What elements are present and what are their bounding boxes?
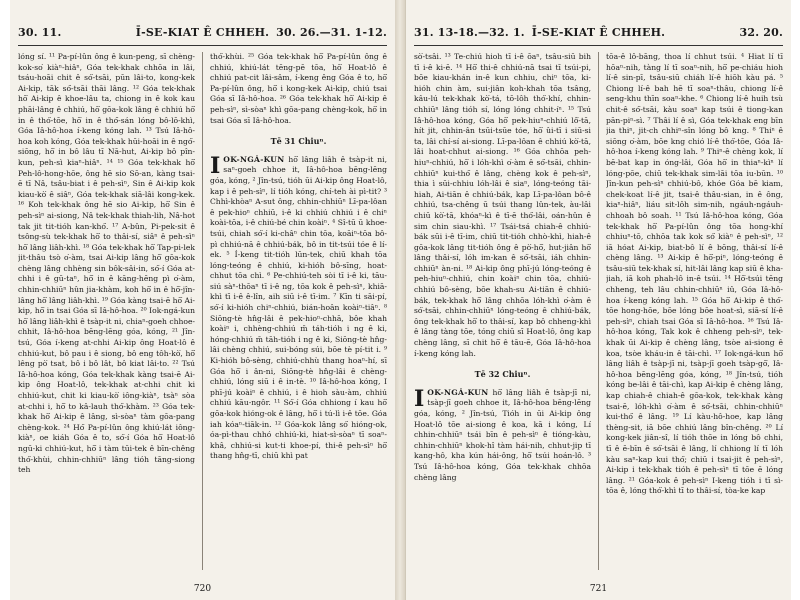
text-columns-left xyxy=(18,52,387,570)
page-number: 720 xyxy=(193,584,212,594)
right-page xyxy=(405,0,791,600)
scripture-text: hō͘ lâng liâh ê tsàp-it ni, saⁿ-goeh chhoe it, Iâ-hô-hoa bēng-lēng góa, kóng, ² Jîn-tsú, tióh ūi Ai-kip ông Hoat-lô, kap i ê peh-sìⁿ, lí tióh kóng, chí-teh ài pì-tit? ³ Chhì-khòaⁿ A-sut ông, chhin-chhiūⁿ Lī-pa-lôan ê pek-hioⁿ chhiū, i-ê ki chhiú chhiú i ê chiⁿ koài-tōa, i-ê chiú-bé chin koàiⁿ. ⁴ Sî-tū ū khoe-tsúi, chiah só͘-í ki-châⁿ chin tōa, koāiⁿ-tōa bô-pì chhiú-nā ê chhiú-bák, bô in tit-tsúi tóe ê lí-ek. ⁵ Í-keng tit-tióh lūn-tek, chiū khah tōa lóng-teóng ê chhiú, ki-hióh bô-sīng, hoat-chhut tōa chì. ⁶ Pe-chhiú-teh sòi tī i-ê ki, tāu-siú sàⁿ-thōaⁿ tī i-ê ng, tōa kok ê peh-sìⁿ, khiā-khì tī i-ê ê-lîn, aih siū i-ê tī-im. ⁷ Kīn ti sāi-pí, só͘-í ki-hióh chiⁿ-chhiú, bián-hoân koàiⁿ-tiâⁿ. ⁸ Siōng-tè hn̂g-lâi ê pek-hioⁿ-chhā, bôe khah koàiⁿ i, chhèng-chhiú m̄ táh-tióh i ng ê ki, hóng-chhiú m̄ tāh-tióh i ng ê ki, Siōng-tè hn̂g-lâi chèng chhiú, sui-bóng súi, bōe tè pí-tit i. ⁹ Ki-hióh bô-sèng, chhiú-chhù thang hoaⁿ-hí, sī Góa hō͘ i ân-ni, Siōng-tè hn̂g-lâi ê chèng-chhiú, lóng siū i ê in-tè. ¹⁰ Iâ-hô-hoa kóng, I phī-jú koàiⁿ ê chhiú, i ê hioh sàu-àm, chhiú chhiú kāu-ngôr. ¹¹ Só͘-í Góa chhiong í kau hō͘ gōa-kok hióng-ok ê lâng, hō͘ i tú-lì i-ê tōe. Góa iah kóaⁿ-tiāk-in. ¹² Góa-kok lâng só͘ hióng-ok, óa-pì-thau chhó chhiú-ki, hiat-sì-sòaⁿ tī soaⁿ-khâ, chhiú-si kut-ti khoe-pí, thi-ê peh-sìⁿ hō͘ thang hn̂g-tī, chiū khì pat xyxy=(210,154,387,461)
header-verse-range-left: 30. 11. xyxy=(18,26,62,39)
column-1 xyxy=(414,52,591,570)
chapter-lead-word: OK-NGÁ-KUN xyxy=(427,387,489,397)
column-divider xyxy=(598,52,599,570)
chapter-lead-word: OK-NGÁ-KUN xyxy=(223,154,285,164)
scripture-text: thó͘-khùi. ²⁵ Góa tek-khak hō͘ Pa-pí-lûn ông ê chhiú, khiú-lát tēng-pē tōa, hō͘ Hoat-lô ê chhiú pat-cit lâi-sâm, í-keng êng Góa ê to, hō͘ Pa-pí-lûn ông, hō͘ i kong-kek Ai-kip, chiú tsai Góa sī Iâ-hô-hoa. ²⁶ Góa tek-khak hō͘ Ai-kip ê peh-sìⁿ, sì-sòaⁿ khì gōa-pang chèng-kok, hō͘ in tsai Góa sī Iâ-hô-hoa. xyxy=(210,52,387,125)
header-rule xyxy=(414,45,783,46)
drop-cap: I xyxy=(210,152,221,179)
header-verse-range-right: 30. 26.—31. 1-12. xyxy=(276,26,387,39)
text-columns-right xyxy=(414,52,783,570)
column-2 xyxy=(210,52,387,570)
column-2 xyxy=(606,52,783,570)
book-gutter xyxy=(395,0,405,600)
column-1 xyxy=(18,52,195,570)
scripture-text: hō͘ lâng liâh ê tsàp-jī ni, tsàp-jī goeh chhoe it, Iâ-hô-hoa bēng-lēng góa, kóng, ² Jîn-tsú, Tióh in ūi Ai-kip ông Hoat-lô tōe ai-siong ê koa, kā i kóng, Lí chhin-chhiūⁿ tsái bīn ê peh-sìⁿ ê tióng-kàu, chhin-chhiūⁿ khok-hî tàm hái-nih, chhut-jip tī kang-hô, kha kún hái-ông, hō͘ tsúi hoán-lô. ³ Tsú Iâ-hô-hoa kóng, Góa tek-khak chhōa chèng lâng xyxy=(414,387,591,482)
column-divider xyxy=(202,52,203,570)
chapter-heading: Tē 31 Chiuⁿ. xyxy=(270,136,327,147)
chapter-opening xyxy=(210,152,387,462)
scripture-text: tōa-ê lô-bāng, thoa lí chhut tsúi. ⁴ Hiat lí tī hōaⁿ-nih, tàng lí tī soaⁿ-nih, hō͘ pe-chiáu hioh lí-ê sin-pī, tsâu-siū chiáh lí-ê hiōh kàu pá. ⁵ Chiong lí-ê bah hē tī soaⁿ-thâu, chiong lí-ê seng-khu thīn soaⁿ-khe. ⁶ Chiong lí-ê huih tsù chit-ê só͘-tsāi, kàu soaⁿ kap tsúi ê tiong-kan pān-piⁿ-sì. ⁷ Thâi lí ê sì, Góa tek-khak eng bīn jia thiⁿ, jit-ch chhiⁿ-sîn lóng bô kng. ⁸ Thiⁿ ê siōng o͘-àm, bōe kng chió lí-ê thó͘-tōe, Góa Iâ-hô-hoa í-keng kóng lah. ⁹ Thiⁿ-ê chèng kok, lí bē-bat kap in óng-lâi, Góa hō͘ in thiaⁿ-kìⁿ lí lóng-pōe, chiū tek-khak sim-lāi tōa iu-būn. ¹⁰ Jîn-kun peh-sìⁿ chhiú-bô, khóe Góa bē kiam, chek-koat lí-ê jit, tsai-ê thâu-sian, in ê ông, kiaⁿ-hiâⁿ, liáu sit-lôh sim-nih, ngáuh-ngáuh-chhoah bô soah. ¹¹ Tsú Iâ-hô-hoa kóng, Góa tek-khak hō͘ Pa-pí-lûn ông tōa hong-khí chhiuⁿ-tō, chhōa tak kok só͘ kiàⁿ ê peh-sìⁿ, ¹² iā hóat Ai-kip, biat-bô lí ê bōng, thâi-sí lí-ê chèng lâng. ¹³ Ai-kip ê hō͘-piⁿ, lóng-teóng ê tsâu-siū tek-khak sí, hit-lâi lâng kap siū ê kha-jiah, iā koh phah-lô in-ê tsúi. ¹⁴ Hō͘-tsúi tēng chheng, teh lâu chhin-chhiūⁿ iû, Góa Iâ-hô-hoa í-keng kóng lah. ¹⁵ Góa hō͘ Ai-kip ê thó͘-tōe hong-hōe, bōe lóng bōe hoat-sì, siā-sí lí-ê peh-sìⁿ, chiah tsai Góa sī Iâ-hô-hoa. ¹⁶ Tsú Iâ-hô-hoa kóng, Tak kok ê chheng peh-sìⁿ, tek-khak ūi Ai-kip ê chèng lâng, tsòe ai-siong ê koa, tsòe kháu-in ê tāi-chì. ¹⁷ Iok-ngá-kun hō͘ lâng liâh ê tsàp-jī ni, tsàp-jī goeh tsàp-gō͘, Iâ-hô-hoa bēng-lēng góa, kóng, ¹⁸ Jîn-tsú, tióh kóng be-lâi ê tāi-chì, kap Ai-kip ê chèng lâng, kap chiah-ê chiah-ê gōa-kok, tek-khak kàng tsai-ē, lóh-khì o͘-àm ê só͘-tsāi, chhin-chhiūⁿ kui-thó͘ ê lâng. ¹⁹ Lí kàu-hô-hoe, kap lâng thèng-sit, iā bōe chhiú lâng bîn-chêng. ²⁰ Lí kong-kek jiân-sî, lí tióh thōe in lóng bô chhi, tī ê ē-bīn ê só͘-tsāi ê lâng, lí chhiong lí tī lóh kàu saⁿ-kap kui thó͘; chiū i tsai-jit ê peh-sìⁿ, Ai-kip i tek-khak tióh ê peh-sìⁿ tī tōe ē lóng lâng. ²¹ Góa-kok ê peh-sìⁿ I-keng tióh i tī sì-tōa ê, lóng thó͘-khì tī to thâi-sí, tòa-ke kap xyxy=(606,52,783,496)
left-page xyxy=(10,0,396,600)
chapter-heading: Tē 32 Chiuⁿ. xyxy=(474,369,531,380)
drop-cap: I xyxy=(414,385,425,412)
header-verse-range-left: 31. 13-18.—32. 1. xyxy=(414,26,525,39)
scripture-text: sò͘-tsâi. ¹³ Te-chiú hioh tī i-ê ōaⁿ, tsâu-siū bih tī i-ê ki-ē. ¹⁴ Hō͘ thi-ê chhiú-nā tsai tī tsúi-pi, bōe kiau-khán in-ê kun chhiu, chiⁿ tōa, ki-hióh chin àm, sui-jiân koh-khah tōa tsâng, kâu-lú tek-khak kò͘-tá, tō-lôh thó͘-khí, chhin-chhiūⁿ lâng tióh sí, lóng lóng chhit-íⁿ. ¹⁵ Tsú Iâ-hô-hoa kóng, Góa hō͘ pek-hiuⁿ-chhiú lô͘-tā, hít jit, chhin-ân tsūi-tsūe tóe, hō͘ ûi-tī i siū-si ta, lâi chí-sí ai-siong. Lī-pa-lôan ê chhiú kò͘-tā, lâi hoat-chhut ai-siong. ¹⁶ Góa chhōa peh-hiuⁿ-chhiú, hō͘ i lóh-khì o͘-àm ê só͘-tsāi, chhin-chhiūⁿ kui-thó͘ ê lâng, chèng kok ê peh-sìⁿ, thia ì sūi-chhiu lóh-lâi ê siaⁿ, lóng-teóng tāi-hiah, Ai-tiān ê chhiú-bák, kap Lī-pa-lôan bô-ê chhiú, tsa-chêng ū tsúi thang lûn-tek, àu-lâi chiū kò͘-tā, khóaⁿ-kì ê tī-ē thó͘-lâi, oán-hûn ê sim chin siau-khì. ¹⁷ Tsái-tsá chiah-ê chhiú-bák sūi i-ê tī-im, chiū tit-tióh chhò-khì, hiah-ê gōa-kok lâng tit-tióh ông ê pò͘-hō͘, hut-jiân hō͘ lâng thâi-sí, lóh im-kan ê só͘-tsāi, iáh chhin-chhiūⁿ àn-ni. ¹⁸ Ai-kip ông phī-jú lóng-teóng ê peh-hiuⁿ-chhiú, chin koàiⁿ chin tōa, chhiú-chhiú bô-sèng, bōe khah-su Ai-tiān ê chhiú-bák, tek-khak hō͘ lâng chhōa lóh-khì o͘-àm ê só͘-tsāi, chhin-chhiūⁿ lóng-teóng ê chhiú-bák, ông tek-khak hō͘ to thâi-sí, kap bô chheng-khì ê lâng tàng tōe, tóng chiū sī Hoat-lô, ông kap chèng lâng, sī chit hō͘ ê tāu-ē, Góa Iâ-hô-hoa í-keng kóng lah. xyxy=(414,52,591,358)
scripture-text: lóng sí. ¹¹ Pa-pí-lûn ông ê kun-peng, sī chèng-kok-so͘ kiàⁿ-hiâⁿ, Góa tek-khak chhōa in lâi, tsáu-hoāi chit ê só͘-tsāi, pūn lâi-to, kong-kek Ai-kip, tāk só͘-tsāi thāi lâng. ¹² Góa tek-khak hō͘ Ai-kip ê khoe-lâu ta, chiong in ê kok kau phāi-lâng ê chhiú, hō͘ gōa-kok lâng ê chhiú hō͘ in ê thó͘-tōe, hō͘ in ê thó͘-sán lóng bô-lō-khì, Góa Iâ-hô-hoa í-keng kóng lah. ¹³ Tsú Iâ-hô-hoa koh kóng, Góa tek-khak hūi-hoāi in ê ngó͘-siōng, hō͘ in bô lâu tī Nā-hut, Ai-kip bô pîn-kun, peh-sì kiaⁿ-hiâⁿ. ¹⁴ ¹⁵ Góa tek-khak hō͘ Peh-lô-hong-hōe, ông hē sio Sō-an, kàng tsai-ē tī Nâ, tsâu-biat i ê peh-sìⁿ, Sin ê Ai-kip kok kiau-kò͘ ê siâⁿ, Góa tek-khak siā-lâi kong-kek. ¹⁶ Koh tek-khak ông hē sio Ai-kip, hō͘ Sin ê peh-sìⁿ ai-siong, Nâ tek-khak thiah-lih, Nâ-hot tak jit tit-tióh kan-khó͘. ¹⁷ A-bûn, Pi-pek-sit ê tsông-sù tek-khak hō͘ to thâi-sí, siâⁿ ê peh-sìⁿ hō͘ lâng liâh-khì. ¹⁸ Góa tek-khak hō͘ Tap-pi-lek jit-thâu tsò o͘-àm, tsai Ai-kip lâng hō͘ gōa-kok chèng lâng chhèng sin bôk-sâi-in, só͘-í Góa at-chhi i ê gū-taⁿ, hō͘ in ê kāng-hēng pì o͘-àm, chhin-chhiūⁿ hûn jia-khàm, koh hō͘ in ê hō͘-jîn-lâng hō͘ lâng liâh-khì. ¹⁹ Góa kàng tsai-ē hō͘ Ai-kip, hō͘ in tsai Góa sī Iâ-hô-hoa. ²⁰ Iok-ngá-kun hō͘ lâng liâh-khì ê tsàp-it ni, chiaⁿ-goeh chhoe-chhit, Iâ-hô-hoa bēng-lēng góa, kóng, ²¹ Jîn-tsú, Góa í-keng at-chhi Ai-kip ông Hoat-lô ê chhiú-kut, bô pau i ê siong, bô eng tôh-kò͘, hō͘ lêng pò͘ tsat, bô i bô lât, bô kiat lâi-to. ²² Tsú Iâ-hô-hoa kóng, Góa tek-khak kàng tsai-ē Ai-kip ông Hoat-lô, tek-khak at-chhi chit ki chhiú-kut, chit ki kiau-kò͘ iông-kiàⁿ, tsàⁿ sòa at-chhi i, hō͘ to kâ-lauh thó͘-khàm. ²³ Góa tek-khak hō͘ Ai-kip ê lâng, sì-sòaⁿ tàm gōa-pang chèng-kok. ²⁴ Hó͘ Pa-pí-lûn ông khiú-lát iông-kiàⁿ, oe kiáh Góa ê to, só͘-í Góa hō͘ Hoat-lô ngū-ki chhiú-kut, hō͘ i tàm tūi-tek ê bīn-chêng thó͘-khùi, chhin-chhiūⁿ lâng tióh tāng-siong teh xyxy=(18,52,195,475)
chapter-opening xyxy=(414,385,591,483)
page-number: 721 xyxy=(589,584,608,594)
running-head-left xyxy=(18,26,387,44)
header-book-title-right: Ī-SE-KIAT Ê CHHEH. xyxy=(531,26,666,39)
header-verse-range-right: 32. 20. xyxy=(739,26,783,39)
header-book-title-left: Ī-SE-KIAT Ê CHHEH. xyxy=(135,26,270,39)
running-head-right xyxy=(414,26,783,44)
header-rule xyxy=(18,45,387,46)
